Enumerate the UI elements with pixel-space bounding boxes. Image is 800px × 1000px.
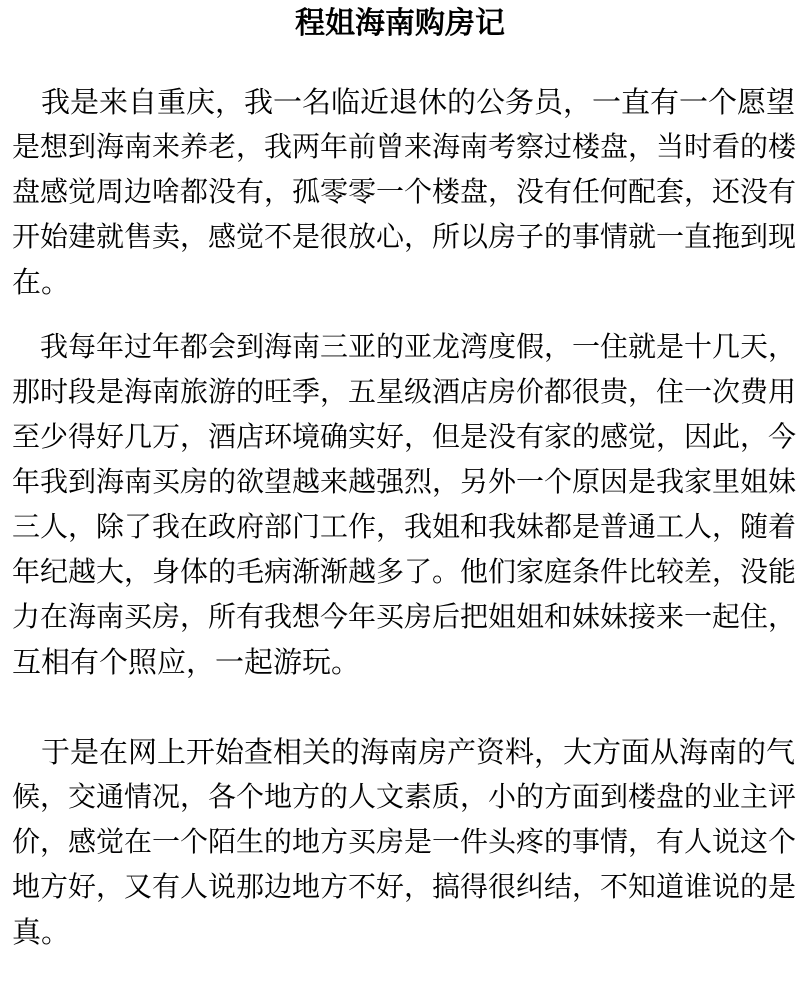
text-line: 年我到海南买房的欲望越来越强烈，另外一个原因是我家里姐妹 [12, 465, 797, 498]
text-line: 我每年过年都会到海南三亚的亚龙湾度假，一住就是十几天， [12, 330, 797, 363]
text-line: 是想到海南来养老，我两年前曾来海南考察过楼盘，当时看的楼 [12, 130, 797, 163]
text-line: 我是来自重庆，我一名临近退休的公务员，一直有一个愿望 [12, 85, 796, 119]
text-line: 年纪越大，身体的毛病渐渐越多了。他们家庭条件比较差，没能 [12, 555, 797, 588]
text-line: 三人，除了我在政府部门工作，我姐和我妹都是普通工人，随着 [12, 510, 797, 543]
text-line: 互相有个照应，一起游玩。 [12, 645, 361, 679]
text-line: 候，交通情况，各个地方的人文素质，小的方面到楼盘的业主评 [12, 780, 797, 813]
text-line: 至少得好几万，酒店环境确实好，但是没有家的感觉，因此，今 [12, 420, 797, 453]
text-line: 真。 [12, 915, 71, 949]
document-title: 程姐海南购房记 [295, 6, 505, 41]
text-line: 于是在网上开始查相关的海南房产资料，大方面从海南的气 [12, 735, 796, 769]
text-line: 力在海南买房，所有我想今年买房后把姐姐和妹妹接来一起住， [12, 600, 797, 633]
text-line: 在。 [12, 265, 71, 299]
text-line: 价，感觉在一个陌生的地方买房是一件头疼的事情，有人说这个 [12, 825, 797, 858]
text-line: 地方好，又有人说那边地方不好，搞得很纠结，不知道谁说的是 [12, 870, 797, 903]
text-line: 盘感觉周边啥都没有，孤零零一个楼盘，没有任何配套，还没有 [12, 175, 797, 208]
text-line: 那时段是海南旅游的旺季，五星级酒店房价都很贵，住一次费用 [12, 375, 797, 408]
text-line: 开始建就售卖，感觉不是很放心，所以房子的事情就一直拖到现 [12, 220, 797, 253]
